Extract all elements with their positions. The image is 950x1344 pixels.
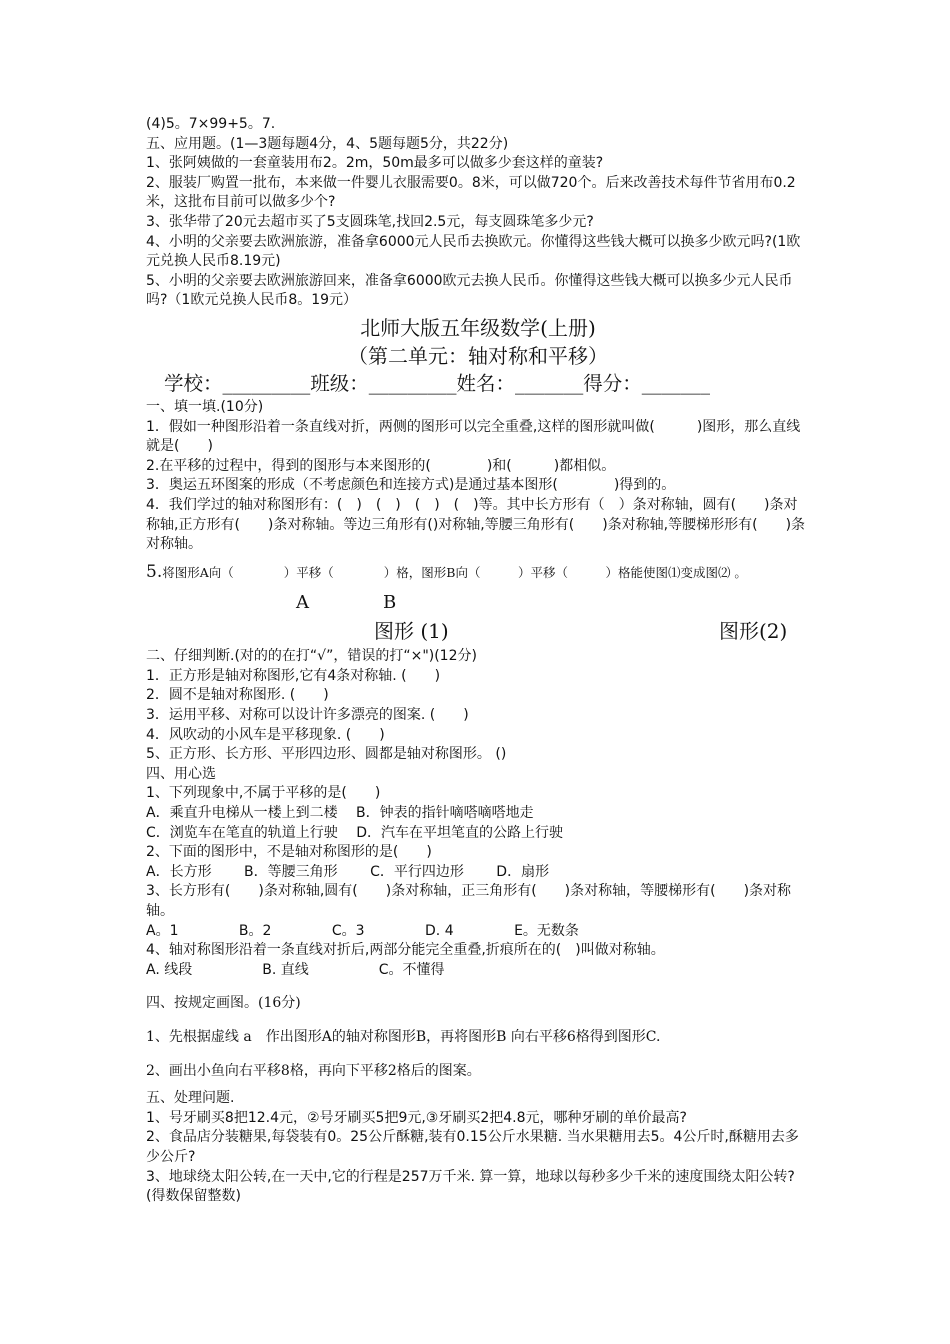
question: 5、正方形、长方形、平形四边形、圆都是轴对称图形。 ()	[146, 746, 507, 763]
question: 1、下列现象中,不属于平移的是( )	[146, 785, 381, 802]
question: 2、下面的图形中，不是轴对称图形的是( )	[146, 844, 432, 861]
option-line: A．长方形 B．等腰三角形 C．平行四边形 D．扇形	[146, 863, 550, 880]
question: 4．我们学过的轴对称图形有：( ) ( ) ( ) ( )等。其中长方形有（ ）条对称轴，圆有( )条对称轴,正方形有( )条对称轴。等边三角形有()对称轴,等腰三角形有( )条对称轴,等腰梯形形有( )条对称轴。	[146, 496, 806, 553]
figure-label-b: B	[383, 592, 397, 614]
question: 3．运用平移、对称可以设计许多漂亮的图案. ( )	[146, 707, 469, 724]
figure-captions	[146, 617, 810, 647]
section-heading: 五、处理问题.	[146, 1090, 235, 1107]
figure-caption-2: 图形(2)	[719, 619, 788, 644]
section-heading: 四、用心选	[146, 765, 216, 782]
question: 2、食品店分装糖果,每袋装有0。25公斤酥糖,装有0.15公斤水果糖. 当水果糖用去5。4公斤时,酥糖用去多少公斤?	[146, 1129, 799, 1165]
option-line: A。1 B。2 C。3 D. 4 E。无数条	[146, 922, 579, 939]
page-title: 北师大版五年级数学(上册)	[360, 315, 596, 340]
page-subtitle: （第二单元：轴对称和平移）	[348, 343, 608, 368]
question: 4、轴对称图形沿着一条直线对折后,两部分能完全重叠,折痕所在的( )叫做对称轴。	[146, 942, 665, 959]
question: 2.在平移的过程中，得到的图形与本来图形的( )和( )都相似。	[146, 457, 616, 474]
question: 1、号牙刷买8把12.4元，②号牙刷买5把9元,③牙刷买2把4.8元，哪种牙刷的单价最高?	[146, 1109, 687, 1126]
question: 4．风吹动的小风车是平移现象. ( )	[146, 726, 385, 743]
text-line: (4)5。7×99+5。7.	[146, 116, 276, 132]
section-heading: 四、按规定画图。(16分)	[146, 995, 301, 1012]
question: 1．假如一种图形沿着一条直线对折，两侧的图形可以完全重叠,这样的图形就叫做( )图形，那么直线就是( )	[146, 418, 801, 455]
section-heading: 一、填一填.(10分)	[146, 398, 264, 415]
option-line: A. 线段 B. 直线 C。不懂得	[146, 961, 445, 978]
question: 3、张华带了20元去超市买了5支圆珠笔,找回2.5元，每支圆珠笔多少元?	[146, 213, 594, 230]
student-info-line: 学校：_________班级：_________姓名：_______得分：_______	[164, 371, 711, 395]
question: 2．圆不是轴对称图形. ( )	[146, 687, 329, 704]
question: 5、小明的父亲要去欧洲旅游回来，准备拿6000欧元去换人民币。你懂得这些钱大概可以换多少元人民币吗?（1欧元兑换人民币8。19元）	[146, 272, 793, 309]
question: 1、张阿姨做的一套童装用布2。2m，50m最多可以做多少套这样的童装?	[146, 155, 604, 172]
option-line: C．浏览车在笔直的轨道上行驶 D．汽车在平坦笔直的公路上行驶	[146, 824, 564, 841]
figure-labels	[146, 587, 810, 617]
question-text: 将图形A向（ ）平移（ ）格，图形B向（ ）平移（ ）格能使图⑴变成图⑵ 。	[162, 564, 747, 580]
question: 3、地球绕太阳公转,在一天中,它的行程是257万千米. 算一算，地球以每秒多少千米的速度围绕太阳公转?(得数保留整数)	[146, 1168, 795, 1205]
worksheet-page	[146, 115, 810, 1207]
question: 1、先根据虚线 a 作出图形A的轴对称图形B，再将图形B 向右平移6格得到图形C.	[146, 1028, 661, 1045]
question: 2、服装厂购置一批布，本来做一件婴儿衣服需要0。8米，可以做720个。后来改善技术每件节省用布0.2米，这批布目前可以做多少个?	[146, 174, 796, 211]
question	[146, 563, 810, 584]
figure-caption-1: 图形 (1)	[374, 619, 449, 644]
question: 3．奥运五环图案的形成（不考虑颜色和连接方式)是通过基本图形( )得到的。	[146, 477, 676, 494]
question: 4、小明的父亲要去欧洲旅游，准备拿6000元人民币去换欧元。你懂得这些钱大概可以换多少欧元吗?(1欧元兑换人民币8.19元)	[146, 233, 801, 270]
section-heading: 二、仔细判断.(对的的在打“√”，错误的打“×")(12分)	[146, 648, 477, 665]
question-number: 5.	[146, 561, 163, 582]
question: 2、画出小鱼向右平移8格，再向下平移2格后的图案。	[146, 1062, 481, 1079]
question: 1．正方形是轴对称图形,它有4条对称轴. ( )	[146, 667, 441, 684]
figure-label-a: A	[296, 592, 309, 614]
question: 3、长方形有( )条对称轴,圆有( )条对称轴，正三角形有( )条对称轴，等腰梯形有( )条对称轴。	[146, 883, 792, 919]
option-line: A．乘直升电梯从一楼上到二楼 B．钟表的指针嘀嗒嘀嗒地走	[146, 805, 534, 822]
section-heading: 五、应用题。(1—3题每题4分，4、5题每题5分，共22分)	[146, 135, 509, 152]
